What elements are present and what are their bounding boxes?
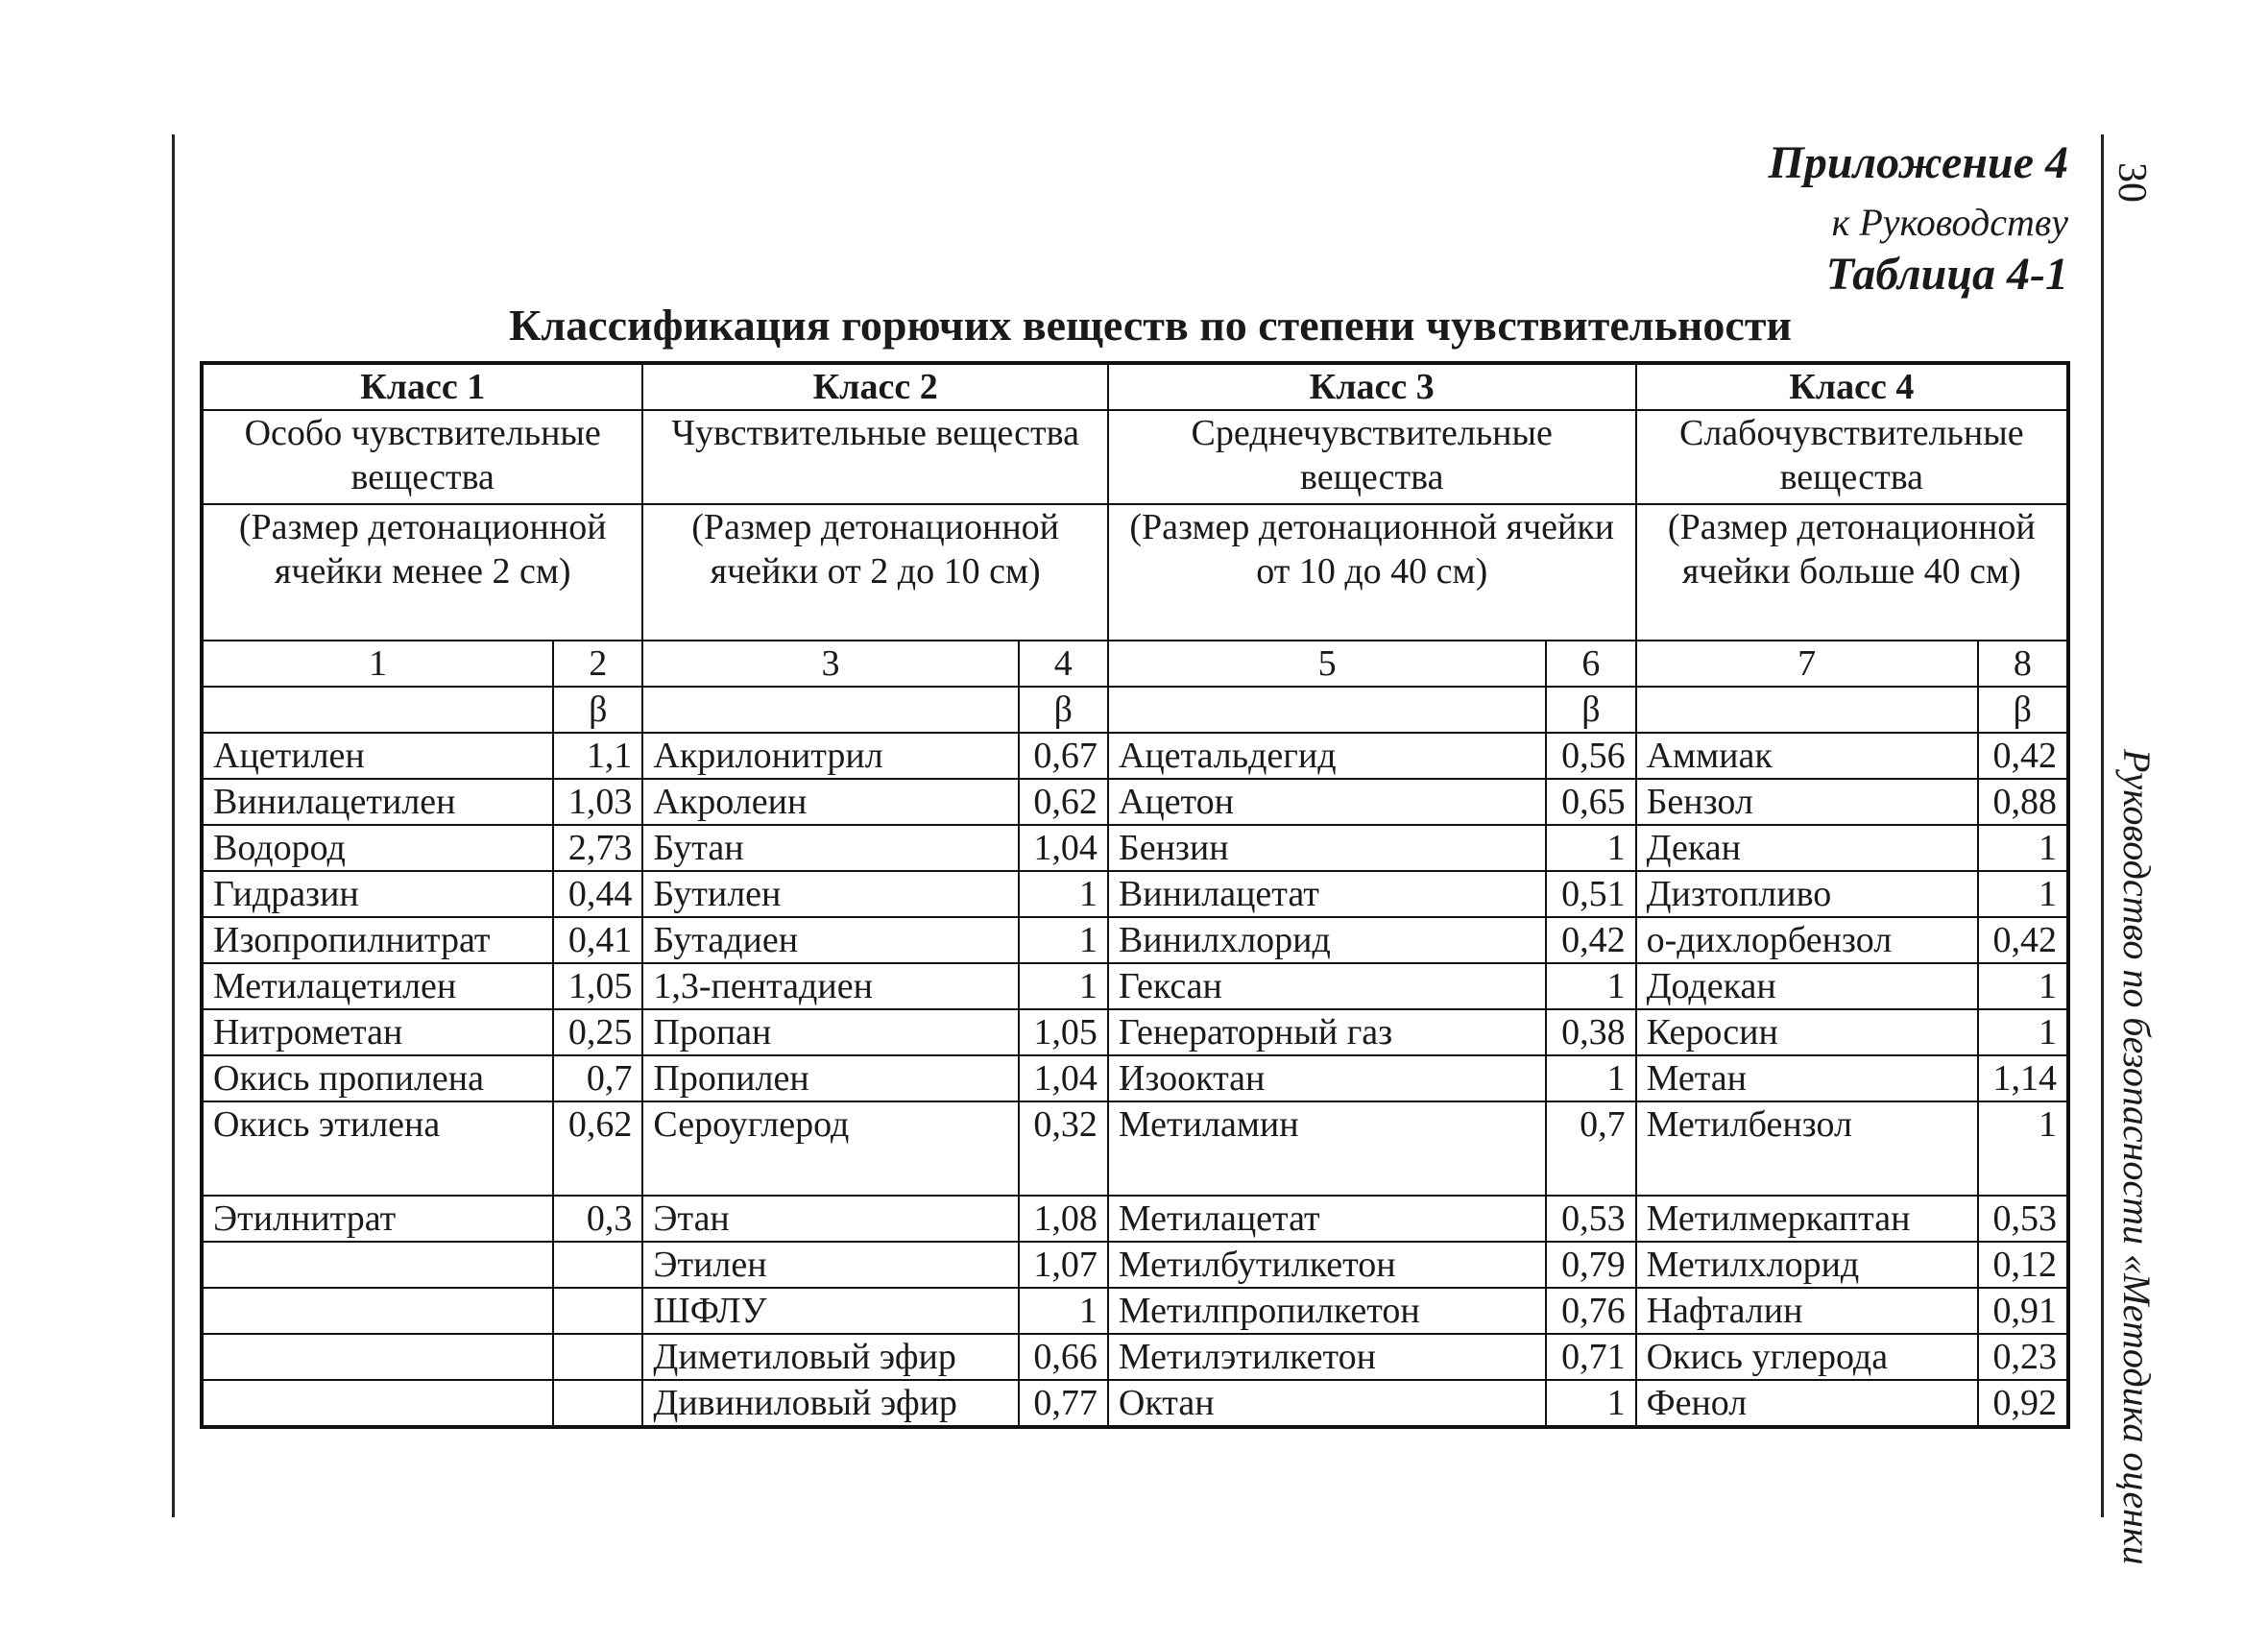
table-row [202, 1101, 2068, 1196]
substance-name-cell: Октан [1108, 1380, 1546, 1427]
substance-classification-table [200, 361, 2070, 1429]
beta-label: β [1546, 687, 1635, 733]
column-number: 5 [1108, 641, 1546, 687]
beta-value-cell: 0,62 [1019, 779, 1108, 825]
beta-header-row [202, 687, 2068, 733]
class-4-description: Слабочувствительные вещества [1636, 410, 2068, 504]
beta-value-cell: 1,14 [1978, 1055, 2068, 1101]
beta-label: β [1019, 687, 1108, 733]
table-row [202, 917, 2068, 963]
beta-value-cell: 0,41 [553, 917, 642, 963]
beta-value-cell: 0,42 [1978, 917, 2068, 963]
substance-name-cell: Этан [642, 1196, 1018, 1242]
substance-name-cell: Метилбензол [1636, 1101, 1978, 1196]
beta-value-cell: 0,77 [1019, 1380, 1108, 1427]
table-row [202, 1380, 2068, 1427]
substance-name-cell: Фенол [1636, 1380, 1978, 1427]
substance-name-cell: Метилбутилкетон [1108, 1242, 1546, 1288]
substance-name-cell: ШФЛУ [642, 1288, 1018, 1334]
beta-value-cell: 1,04 [1019, 1055, 1108, 1101]
substance-name-cell: Бензол [1636, 779, 1978, 825]
substance-name-cell: Пропилен [642, 1055, 1018, 1101]
substance-name-cell [202, 1380, 553, 1427]
empty-cell [202, 687, 553, 733]
table-row [202, 825, 2068, 871]
class-1-header: Класс 1 [202, 363, 642, 410]
substance-name-cell: Гексан [1108, 963, 1546, 1009]
class-2-header: Класс 2 [642, 363, 1107, 410]
beta-value-cell: 0,91 [1978, 1288, 2068, 1334]
substance-name-cell: Окись углерода [1636, 1334, 1978, 1380]
substance-name-cell: Изопропилнитрат [202, 917, 553, 963]
table-row [202, 963, 2068, 1009]
table-row [202, 733, 2068, 779]
running-header-vertical: Руководство по безопасности «Методика оценки [2115, 749, 2159, 1565]
substance-name-cell [202, 1334, 553, 1380]
beta-value-cell: 0,25 [553, 1009, 642, 1055]
beta-value-cell [553, 1288, 642, 1334]
class-1-cell-size: (Размер детонационной ячейки менее 2 см) [202, 504, 642, 641]
beta-value-cell: 1,07 [1019, 1242, 1108, 1288]
beta-value-cell: 0,51 [1546, 871, 1635, 917]
beta-value-cell: 0,42 [1978, 733, 2068, 779]
substance-name-cell: Винилацетат [1108, 871, 1546, 917]
substance-name-cell: Аммиак [1636, 733, 1978, 779]
column-number-row [202, 641, 2068, 687]
class-4-header: Класс 4 [1636, 363, 2068, 410]
beta-value-cell: 0,79 [1546, 1242, 1635, 1288]
beta-value-cell: 0,44 [553, 871, 642, 917]
table-number: Таблица 4-1 [1825, 249, 2068, 300]
beta-value-cell: 1 [1978, 1009, 2068, 1055]
substance-name-cell: Дизтопливо [1636, 871, 1978, 917]
beta-value-cell: 1,08 [1019, 1196, 1108, 1242]
table-title: Классификация горючих веществ по степени чувствительности [509, 301, 1792, 350]
substance-name-cell: Бензин [1108, 825, 1546, 871]
beta-value-cell: 1 [1546, 825, 1635, 871]
class-4-cell-size: (Размер детонационной ячейки больше 40 см) [1636, 504, 2068, 641]
empty-cell [1636, 687, 1978, 733]
beta-label: β [1978, 687, 2068, 733]
column-number: 4 [1019, 641, 1108, 687]
beta-value-cell: 0,67 [1019, 733, 1108, 779]
substance-name-cell: Дивиниловый эфир [642, 1380, 1018, 1427]
beta-value-cell: 1 [1978, 871, 2068, 917]
substance-name-cell: Метилхлорид [1636, 1242, 1978, 1288]
beta-value-cell: 1,04 [1019, 825, 1108, 871]
table-row [202, 1242, 2068, 1288]
appendix-heading: Приложение 4 [1768, 137, 2068, 188]
substance-name-cell: Генераторный газ [1108, 1009, 1546, 1055]
substance-name-cell: Нитрометан [202, 1009, 553, 1055]
substance-name-cell: Метилмеркаптан [1636, 1196, 1978, 1242]
cell-size-row [202, 504, 2068, 641]
class-description-row [202, 410, 2068, 504]
beta-value-cell: 0,71 [1546, 1334, 1635, 1380]
substance-name-cell: Ацетон [1108, 779, 1546, 825]
substance-name-cell: Керосин [1636, 1009, 1978, 1055]
beta-value-cell: 0,23 [1978, 1334, 2068, 1380]
table-row [202, 1288, 2068, 1334]
substance-name-cell: Винилацетилен [202, 779, 553, 825]
column-number: 6 [1546, 641, 1635, 687]
beta-value-cell: 1,03 [553, 779, 642, 825]
substance-name-cell: Метан [1636, 1055, 1978, 1101]
substance-name-cell: Ацетилен [202, 733, 553, 779]
class-3-description: Среднечувствительные вещества [1108, 410, 1636, 504]
beta-value-cell: 1 [1019, 917, 1108, 963]
substance-name-cell: Декан [1636, 825, 1978, 871]
substance-name-cell: Ацетальдегид [1108, 733, 1546, 779]
beta-value-cell: 0,88 [1978, 779, 2068, 825]
beta-value-cell: 0,56 [1546, 733, 1635, 779]
beta-value-cell: 0,62 [553, 1101, 642, 1196]
beta-value-cell: 0,38 [1546, 1009, 1635, 1055]
class-2-description: Чувствительные вещества [642, 410, 1107, 504]
substance-name-cell: Метиламин [1108, 1101, 1546, 1196]
substance-name-cell: Метилпропилкетон [1108, 1288, 1546, 1334]
substance-name-cell [202, 1242, 553, 1288]
table-row [202, 779, 2068, 825]
substance-name-cell: Диметиловый эфир [642, 1334, 1018, 1380]
substance-name-cell: Окись этилена [202, 1101, 553, 1196]
column-number: 7 [1636, 641, 1978, 687]
substance-name-cell: Бутилен [642, 871, 1018, 917]
substance-name-cell: о-дихлорбензол [1636, 917, 1978, 963]
column-number: 8 [1978, 641, 2068, 687]
beta-value-cell: 1 [1978, 963, 2068, 1009]
class-1-description: Особо чувствительные вещества [202, 410, 642, 504]
beta-label: β [553, 687, 642, 733]
appendix-subheading: к Руководству [1831, 201, 2068, 244]
substance-name-cell: Метилацетат [1108, 1196, 1546, 1242]
beta-value-cell: 1,1 [553, 733, 642, 779]
beta-value-cell: 0,3 [553, 1196, 642, 1242]
right-margin-line [2101, 134, 2104, 1517]
substance-name-cell: Водород [202, 825, 553, 871]
beta-value-cell: 1 [1546, 1380, 1635, 1427]
beta-value-cell: 0,7 [1546, 1101, 1635, 1196]
beta-value-cell [553, 1242, 642, 1288]
page-number: 30 [2110, 162, 2154, 203]
beta-value-cell [553, 1380, 642, 1427]
substance-name-cell: Метилацетилен [202, 963, 553, 1009]
substance-name-cell [202, 1288, 553, 1334]
substance-name-cell: Сероуглерод [642, 1101, 1018, 1196]
beta-value-cell: 0,42 [1546, 917, 1635, 963]
beta-value-cell: 2,73 [553, 825, 642, 871]
substance-name-cell: Гидразин [202, 871, 553, 917]
table-row [202, 1196, 2068, 1242]
table-row [202, 1334, 2068, 1380]
beta-value-cell: 0,7 [553, 1055, 642, 1101]
table-row [202, 1009, 2068, 1055]
beta-value-cell: 0,53 [1978, 1196, 2068, 1242]
left-margin-line [172, 134, 175, 1517]
beta-value-cell: 1 [1019, 963, 1108, 1009]
column-number: 1 [202, 641, 553, 687]
substance-name-cell: Окись пропилена [202, 1055, 553, 1101]
substance-name-cell: Акролеин [642, 779, 1018, 825]
substance-name-cell: Метилэтилкетон [1108, 1334, 1546, 1380]
class-name-row [202, 363, 2068, 410]
beta-value-cell: 1,05 [1019, 1009, 1108, 1055]
beta-value-cell: 0,66 [1019, 1334, 1108, 1380]
beta-value-cell: 1,05 [553, 963, 642, 1009]
beta-value-cell: 1 [1546, 1055, 1635, 1101]
beta-value-cell: 0,92 [1978, 1380, 2068, 1427]
substance-name-cell: Бутадиен [642, 917, 1018, 963]
beta-value-cell: 0,65 [1546, 779, 1635, 825]
table-row [202, 1055, 2068, 1101]
substance-name-cell: Акрилонитрил [642, 733, 1018, 779]
substance-name-cell: Этилнитрат [202, 1196, 553, 1242]
substance-name-cell: Пропан [642, 1009, 1018, 1055]
beta-value-cell: 0,76 [1546, 1288, 1635, 1334]
beta-value-cell: 0,12 [1978, 1242, 2068, 1288]
class-2-cell-size: (Размер детонационной ячейки от 2 до 10 см) [642, 504, 1107, 641]
class-3-cell-size: (Размер детонационной ячейки от 10 до 40 см) [1108, 504, 1636, 641]
substance-name-cell: Нафталин [1636, 1288, 1978, 1334]
empty-cell [642, 687, 1018, 733]
empty-cell [1108, 687, 1546, 733]
substance-name-cell: 1,3-пентадиен [642, 963, 1018, 1009]
beta-value-cell: 1 [1978, 1101, 2068, 1196]
class-3-header: Класс 3 [1108, 363, 1636, 410]
column-number: 3 [642, 641, 1018, 687]
beta-value-cell: 1 [1019, 871, 1108, 917]
beta-value-cell: 1 [1978, 825, 2068, 871]
beta-value-cell: 0,53 [1546, 1196, 1635, 1242]
substance-name-cell: Винилхлорид [1108, 917, 1546, 963]
table-row [202, 871, 2068, 917]
substance-name-cell: Изооктан [1108, 1055, 1546, 1101]
substance-name-cell: Додекан [1636, 963, 1978, 1009]
beta-value-cell [553, 1334, 642, 1380]
substance-name-cell: Этилен [642, 1242, 1018, 1288]
column-number: 2 [553, 641, 642, 687]
beta-value-cell: 1 [1546, 963, 1635, 1009]
beta-value-cell: 0,32 [1019, 1101, 1108, 1196]
beta-value-cell: 1 [1019, 1288, 1108, 1334]
substance-name-cell: Бутан [642, 825, 1018, 871]
